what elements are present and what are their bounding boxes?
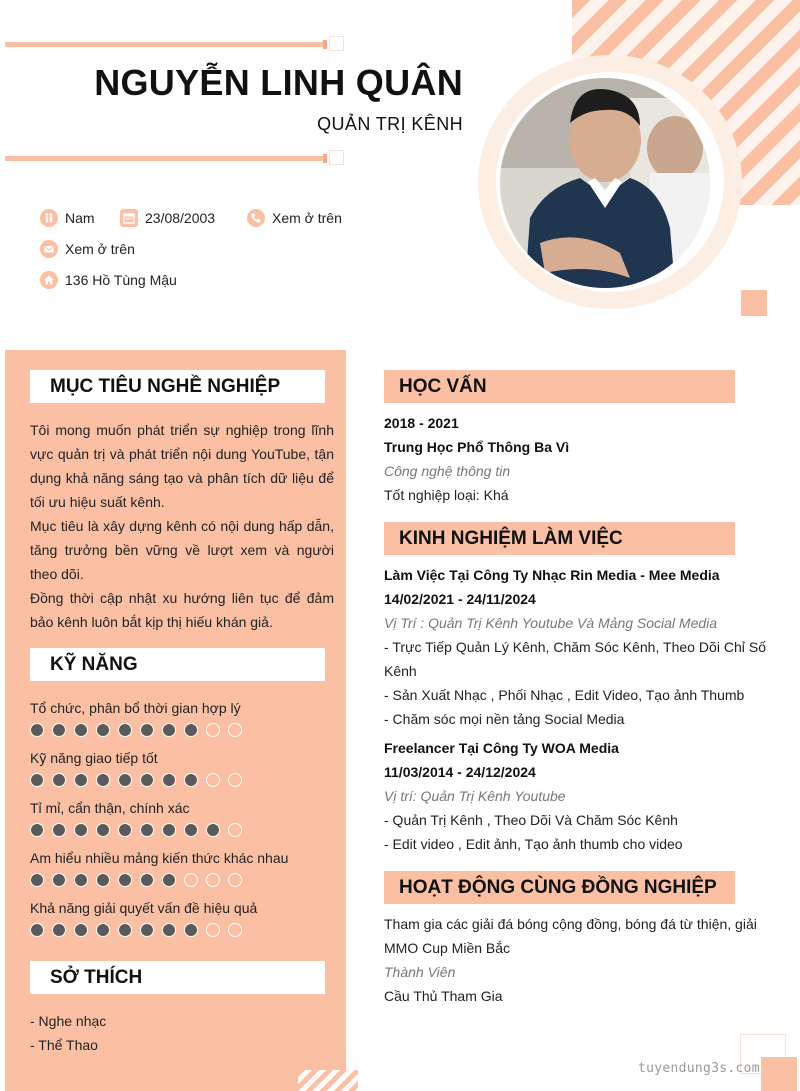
rating-dot-empty bbox=[206, 723, 220, 737]
rating-dot-filled bbox=[96, 873, 110, 887]
rating-dot-empty bbox=[228, 823, 242, 837]
contact-birthday bbox=[120, 209, 215, 227]
rating-dot-filled bbox=[162, 773, 176, 787]
rating-dot-empty bbox=[228, 723, 242, 737]
rating-dot-filled bbox=[140, 923, 154, 937]
profile-photo bbox=[500, 78, 710, 288]
education-period: 2018 - 2021 bbox=[384, 415, 459, 431]
contact-phone bbox=[247, 209, 342, 227]
rating-dot-empty bbox=[206, 923, 220, 937]
rating-dot-filled bbox=[118, 823, 132, 837]
birthday-value: 23/08/2003 bbox=[145, 210, 216, 226]
rating-dot-filled bbox=[52, 923, 66, 937]
rating-dot-empty bbox=[184, 873, 198, 887]
rating-dot-filled bbox=[96, 923, 110, 937]
rating-dot-filled bbox=[118, 773, 132, 787]
contact-address bbox=[40, 271, 177, 289]
rating-dot-filled bbox=[118, 923, 132, 937]
address-value: 136 Hồ Tùng Mậu bbox=[65, 272, 177, 288]
skill-name: Tỉ mỉ, cẩn thận, chính xác bbox=[30, 800, 190, 816]
rating-dot-filled bbox=[96, 773, 110, 787]
rating-dot-filled bbox=[140, 723, 154, 737]
activity-description: Tham gia các giải đá bóng cộng đồng, bóng đá từ thiện, giải MMO Cup Miền Bắc bbox=[384, 916, 757, 956]
rating-dot-filled bbox=[74, 923, 88, 937]
job-period: 11/03/2014 - 24/12/2024 bbox=[384, 764, 536, 780]
skill-name: Tổ chức, phân bổ thời gian hợp lý bbox=[30, 700, 241, 716]
left-column-gap bbox=[346, 350, 358, 1070]
education-school: Trung Học Phổ Thông Ba Vì bbox=[384, 439, 570, 455]
gender-icon bbox=[40, 209, 58, 227]
rating-dot-filled bbox=[184, 923, 198, 937]
rating-dot-filled bbox=[52, 773, 66, 787]
home-icon bbox=[40, 271, 58, 289]
rating-dot-filled bbox=[30, 823, 44, 837]
candidate-name: NGUYỄN LINH QUÂN bbox=[94, 62, 463, 103]
header-top-line-box bbox=[329, 36, 344, 51]
skill-rating bbox=[30, 873, 250, 887]
skill-rating bbox=[30, 773, 250, 787]
decorative-bottom-stripes bbox=[298, 1070, 358, 1091]
hobbies-heading: SỞ THÍCH bbox=[30, 961, 325, 994]
skills-heading: KỸ NĂNG bbox=[30, 648, 325, 681]
skill-name: Khả năng giải quyết vấn đề hiệu quả bbox=[30, 900, 258, 916]
job-task: - Chăm sóc mọi nền tảng Social Media bbox=[384, 711, 625, 727]
rating-dot-filled bbox=[74, 723, 88, 737]
rating-dot-filled bbox=[74, 873, 88, 887]
experience-heading: KINH NGHIỆM LÀM VIỆC bbox=[384, 522, 735, 555]
rating-dot-filled bbox=[118, 723, 132, 737]
job-company: Freelancer Tại Công Ty WOA Media bbox=[384, 740, 619, 756]
rating-dot-filled bbox=[140, 823, 154, 837]
header-top-line-knob bbox=[323, 40, 327, 49]
contact-gender bbox=[40, 209, 95, 227]
rating-dot-empty bbox=[228, 873, 242, 887]
job-task: - Quản Trị Kênh , Theo Dõi Và Chăm Sóc Kênh bbox=[384, 812, 678, 828]
rating-dot-empty bbox=[206, 873, 220, 887]
skill-name: Am hiểu nhiều mảng kiến thức khác nhau bbox=[30, 850, 289, 866]
rating-dot-empty bbox=[228, 773, 242, 787]
watermark: tuyendung3s.com bbox=[638, 1061, 760, 1076]
rating-dot-filled bbox=[206, 823, 220, 837]
rating-dot-filled bbox=[52, 823, 66, 837]
job-task: - Sản Xuất Nhạc , Phối Nhạc , Edit Video, Tạo ảnh Thumb bbox=[384, 687, 745, 703]
activity-detail: Cầu Thủ Tham Gia bbox=[384, 988, 503, 1004]
skill-rating bbox=[30, 823, 250, 837]
skill-rating bbox=[30, 923, 250, 937]
contact-email bbox=[40, 240, 135, 258]
job-position: Vị Trí : Quản Trị Kênh Youtube Và Mảng Social Media bbox=[384, 615, 718, 631]
rating-dot-empty bbox=[228, 923, 242, 937]
decorative-corner-fill bbox=[761, 1057, 797, 1091]
education-major: Công nghệ thông tin bbox=[384, 463, 511, 479]
phone-value: Xem ở trên bbox=[272, 210, 342, 226]
rating-dot-filled bbox=[140, 873, 154, 887]
objective-heading: MỤC TIÊU NGHỀ NGHIỆP bbox=[30, 370, 325, 403]
job-task: - Edit video , Edit ảnh, Tạo ảnh thumb cho video bbox=[384, 836, 683, 852]
job-title: QUẢN TRỊ KÊNH bbox=[317, 114, 463, 134]
rating-dot-filled bbox=[30, 723, 44, 737]
rating-dot-filled bbox=[162, 823, 176, 837]
rating-dot-filled bbox=[74, 823, 88, 837]
rating-dot-filled bbox=[74, 773, 88, 787]
rating-dot-filled bbox=[52, 723, 66, 737]
decorative-square bbox=[741, 290, 767, 316]
rating-dot-filled bbox=[118, 873, 132, 887]
objective-paragraph: Đồng thời cập nhật xu hướng liên tục để đảm bảo kênh luôn bắt kịp thị hiếu khán giả. bbox=[30, 590, 334, 630]
phone-icon bbox=[247, 209, 265, 227]
rating-dot-filled bbox=[96, 723, 110, 737]
rating-dot-filled bbox=[30, 923, 44, 937]
gender-value: Nam bbox=[65, 210, 95, 226]
rating-dot-filled bbox=[162, 923, 176, 937]
rating-dot-filled bbox=[162, 873, 176, 887]
objective-paragraph: Mục tiêu là xây dựng kênh có nội dung hấp dẫn, tăng trưởng bền vững về lượt xem và người theo dõi. bbox=[30, 518, 334, 582]
rating-dot-filled bbox=[184, 823, 198, 837]
rating-dot-filled bbox=[30, 873, 44, 887]
activity-role: Thành Viên bbox=[384, 964, 456, 980]
job-company: Làm Việc Tại Công Ty Nhạc Rin Media - Mee Media bbox=[384, 567, 720, 583]
education-result: Tốt nghiệp loại: Khá bbox=[384, 487, 509, 503]
rating-dot-empty bbox=[206, 773, 220, 787]
job-position: Vị trí: Quản Trị Kênh Youtube bbox=[384, 788, 566, 804]
rating-dot-filled bbox=[52, 873, 66, 887]
skill-rating bbox=[30, 723, 250, 737]
objective-text bbox=[30, 418, 334, 634]
objective-paragraph: Tôi mong muốn phát triển sự nghiệp trong lĩnh vực quản trị và phát triển nội dung YouTube, tận dụng khả năng sáng tạo và phân tích dữ liệu để tối ưu hiệu suất kênh. bbox=[30, 422, 334, 510]
hobby-item: - Nghe nhạc bbox=[30, 1013, 107, 1029]
rating-dot-filled bbox=[140, 773, 154, 787]
education-heading: HỌC VẤN bbox=[384, 370, 735, 403]
skill-name: Kỹ năng giao tiếp tốt bbox=[30, 750, 158, 766]
job-task: - Trực Tiếp Quản Lý Kênh, Chăm Sóc Kênh, Theo Dõi Chỉ Số Kênh bbox=[384, 639, 766, 679]
rating-dot-filled bbox=[30, 773, 44, 787]
rating-dot-filled bbox=[184, 773, 198, 787]
job-period: 14/02/2021 - 24/11/2024 bbox=[384, 591, 536, 607]
header-bottom-line-box bbox=[329, 150, 344, 165]
rating-dot-filled bbox=[96, 823, 110, 837]
email-value: Xem ở trên bbox=[65, 241, 135, 257]
rating-dot-filled bbox=[184, 723, 198, 737]
email-icon bbox=[40, 240, 58, 258]
calendar-icon bbox=[120, 209, 138, 227]
header-top-line bbox=[5, 42, 325, 47]
header-bottom-line bbox=[5, 156, 325, 161]
header-bottom-line-knob bbox=[323, 154, 327, 163]
activities-heading: HOẠT ĐỘNG CÙNG ĐỒNG NGHIỆP bbox=[384, 871, 735, 904]
hobby-item: - Thể Thao bbox=[30, 1037, 98, 1053]
rating-dot-filled bbox=[162, 723, 176, 737]
